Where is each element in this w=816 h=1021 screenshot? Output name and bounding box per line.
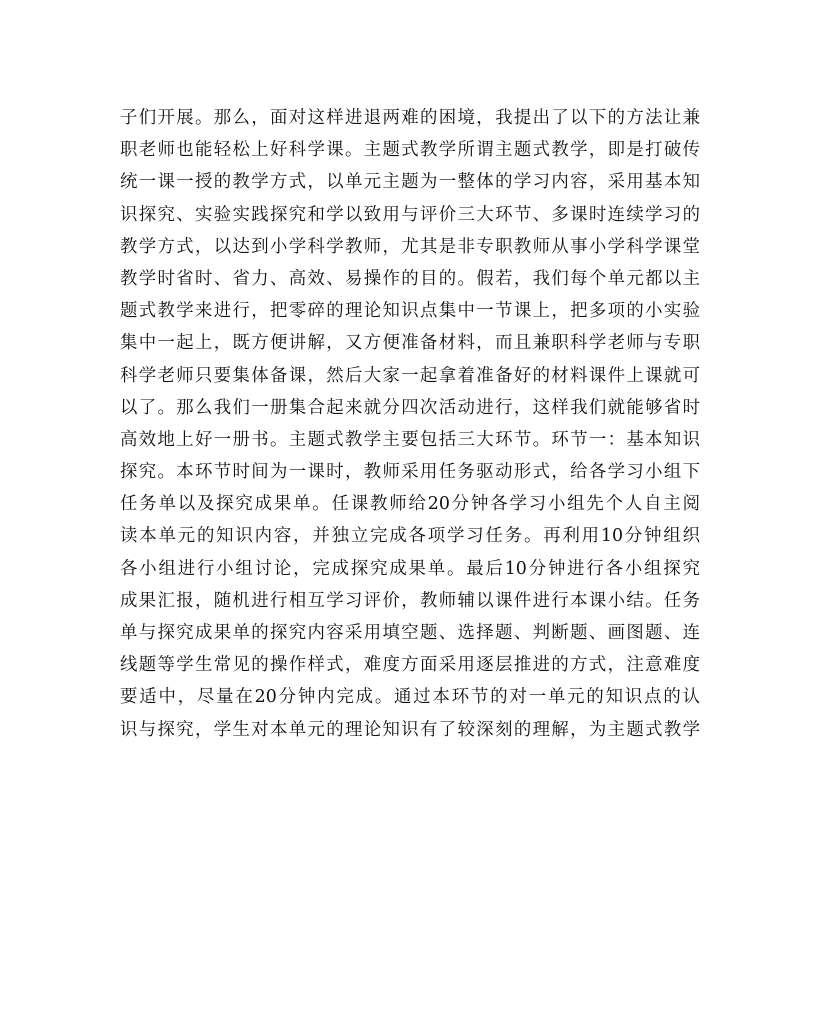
text-line: 任务单以及探究成果单。任课教师给20分钟各学习小组先个人自主阅 <box>120 494 700 515</box>
text-line: 题式教学来进行，把零碎的理论知识点集中一节课上，把多项的小实验 <box>120 301 700 322</box>
text-line: 高效地上好一册书。主题式教学主要包括三大环节。环节一：基本知识 <box>120 429 700 450</box>
text-line: 集中一起上，既方便讲解，又方便准备材料，而且兼职科学老师与专职 <box>120 333 700 354</box>
text-line: 各小组进行小组讨论，完成探究成果单。最后10分钟进行各小组探究 <box>120 558 700 579</box>
body-paragraph <box>120 102 700 746</box>
text-line: 教学时省时、省力、高效、易操作的目的。假若，我们每个单元都以主 <box>120 268 700 289</box>
text-line: 识探究、实验实践探究和学以致用与评价三大环节、多课时连续学习的 <box>120 204 700 225</box>
text-line: 科学老师只要集体备课，然后大家一起拿着准备好的材料课件上课就可 <box>120 365 700 386</box>
text-line: 以了。那么我们一册集合起来就分四次活动进行，这样我们就能够省时 <box>120 397 700 418</box>
text-line: 教学方式，以达到小学科学教师，尤其是非专职教师从事小学科学课堂 <box>120 236 700 257</box>
text-line: 职老师也能轻松上好科学课。主题式教学所谓主题式教学，即是打破传 <box>120 140 700 161</box>
text-line: 识与探究，学生对本单元的理论知识有了较深刻的理解，为主题式教学 <box>120 719 700 740</box>
text-line: 单与探究成果单的探究内容采用填空题、选择题、判断题、画图题、连 <box>120 623 700 643</box>
text-line: 子们开展。那么，面对这样进退两难的困境，我提出了以下的方法让兼 <box>120 108 700 128</box>
text-line: 统一课一授的教学方式，以单元主题为一整体的学习内容，采用基本知 <box>120 172 700 193</box>
text-line: 探究。本环节时间为一课时，教师采用任务驱动形式，给各学习小组下 <box>120 462 700 483</box>
text-line: 读本单元的知识内容，并独立完成各项学习任务。再利用10分钟组织 <box>120 526 700 547</box>
text-line: 线题等学生常见的操作样式，难度方面采用逐层推进的方式，注意难度 <box>120 655 700 676</box>
text-line: 要适中，尽量在20分钟内完成。通过本环节的对一单元的知识点的认 <box>120 687 700 708</box>
text-line: 成果汇报，随机进行相互学习评价，教师辅以课件进行本课小结。任务 <box>120 590 700 611</box>
